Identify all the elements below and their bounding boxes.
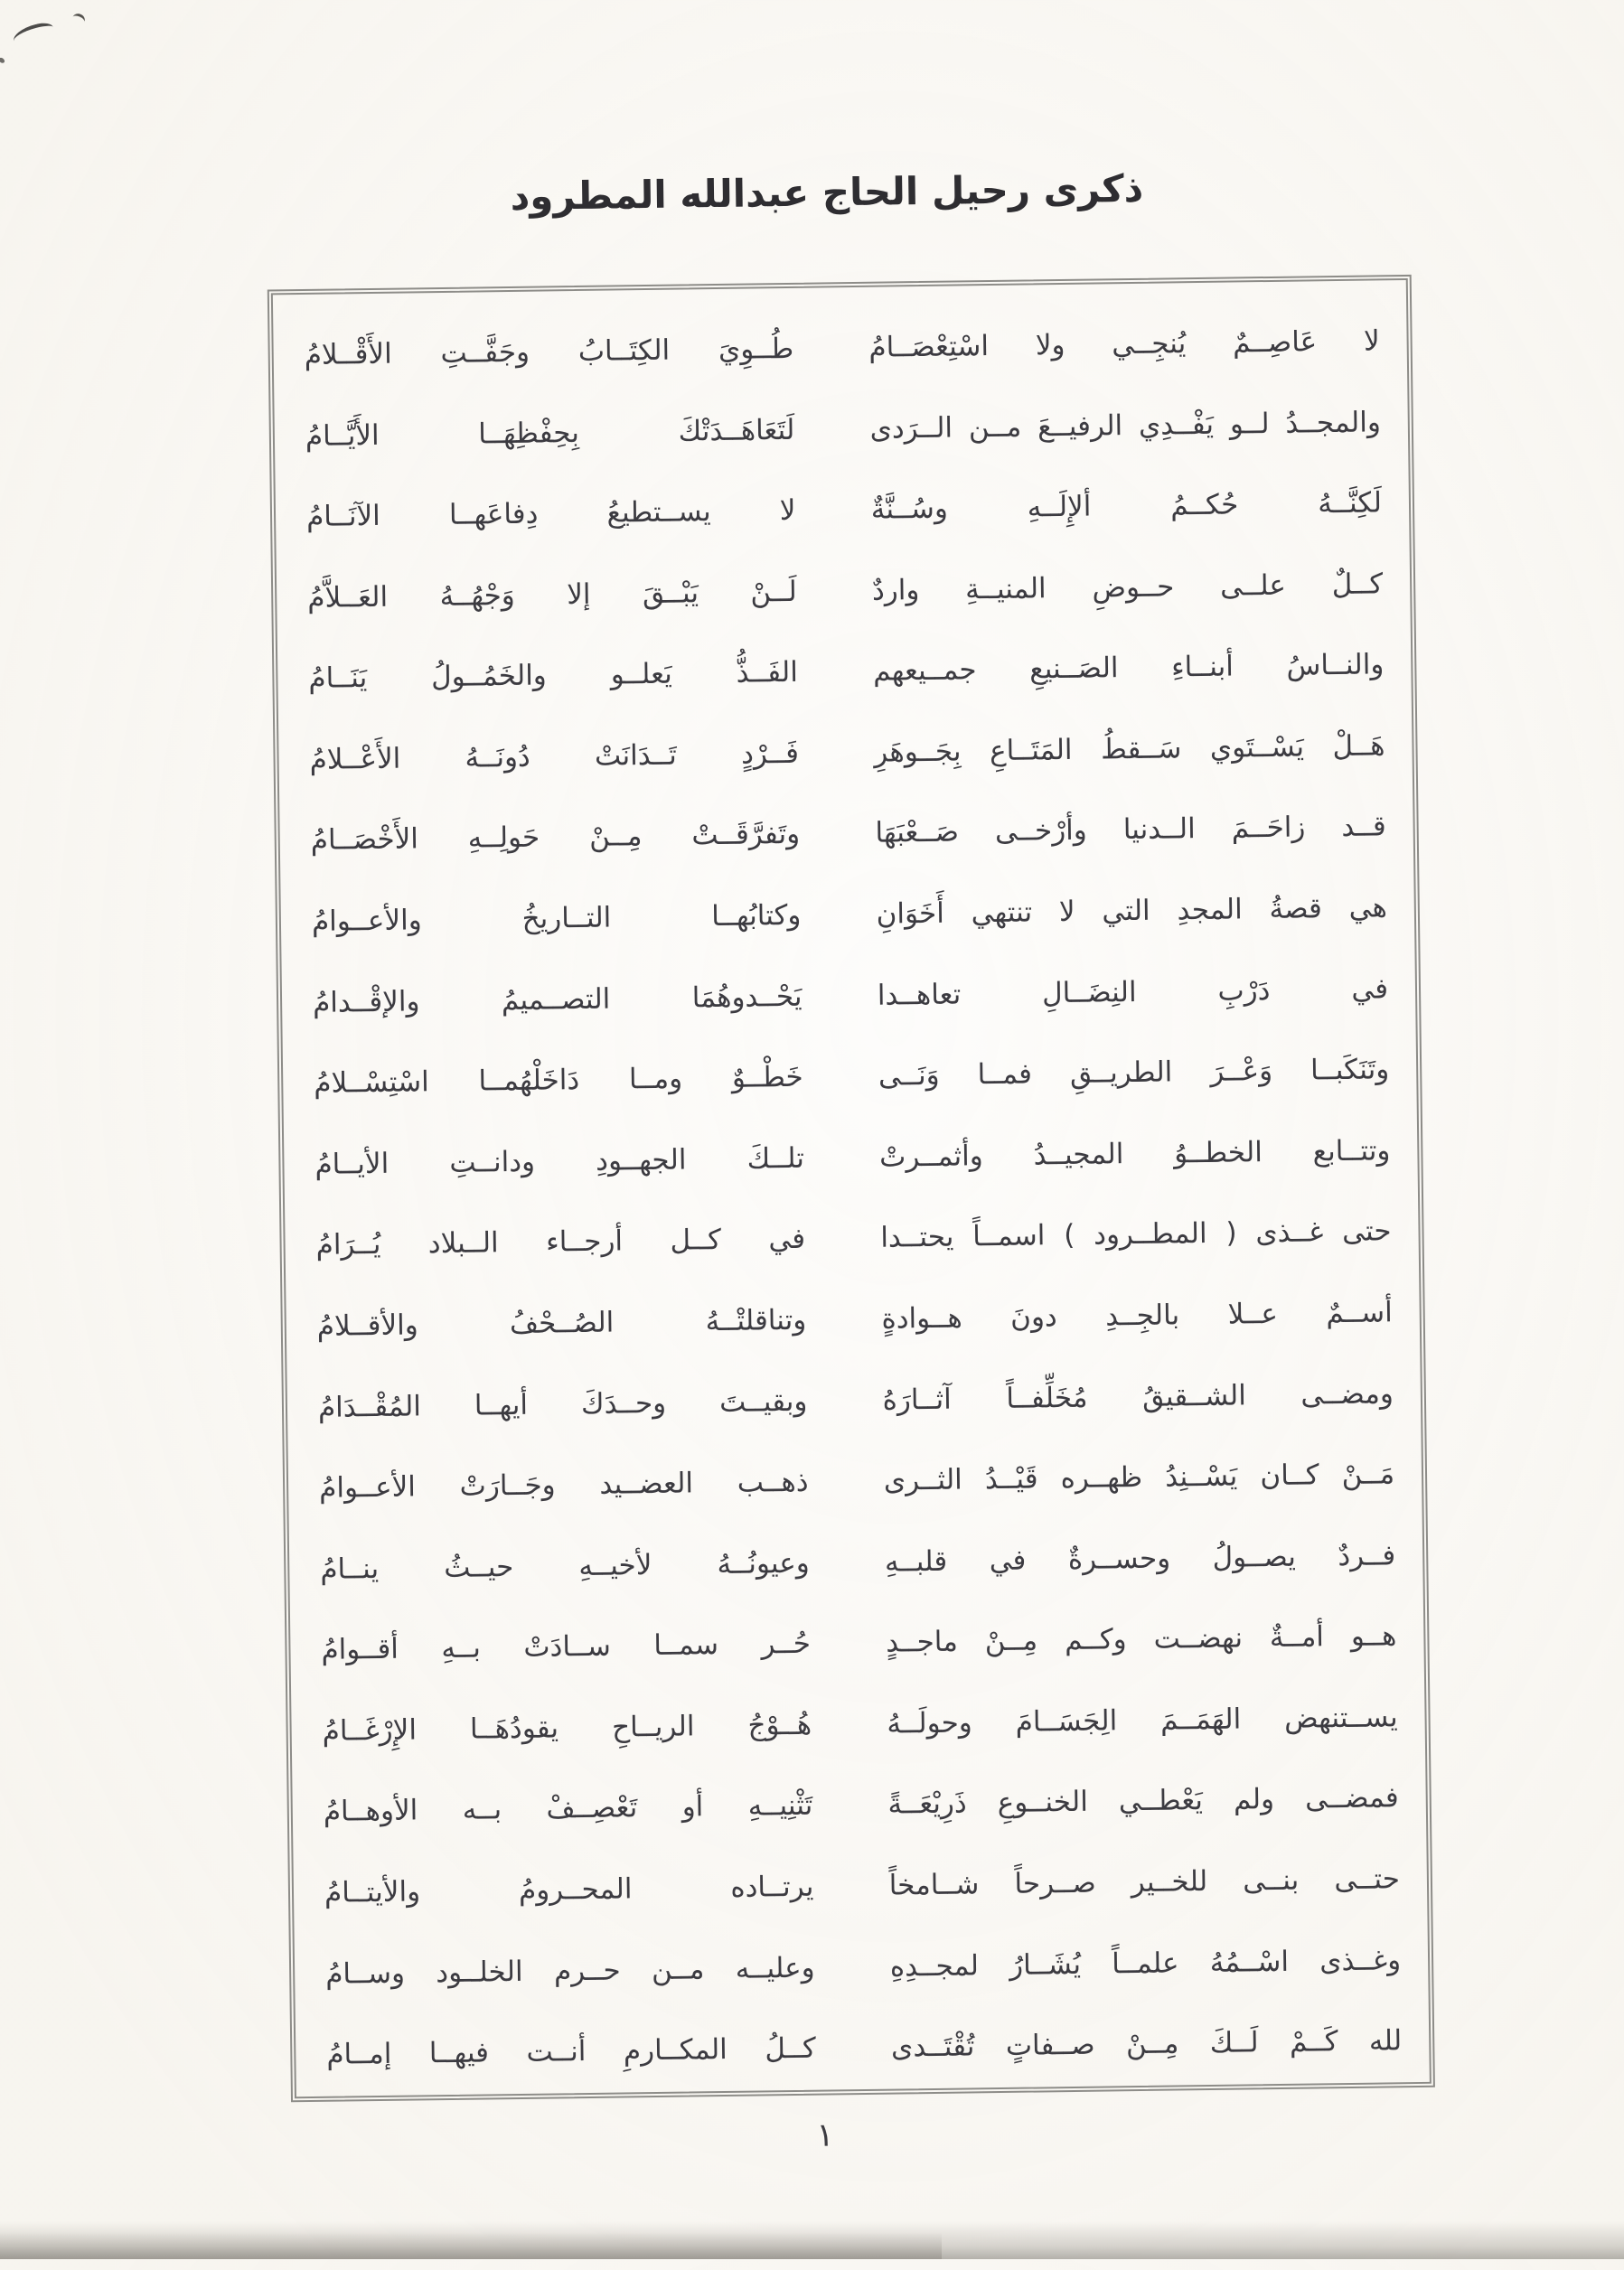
verse-second-hemistich: حُــر سمــا ســادَتْ بــهِ أقــوامُ bbox=[321, 1627, 812, 1667]
ink-speck bbox=[0, 57, 5, 64]
verse-row bbox=[306, 486, 1382, 535]
verse-row bbox=[317, 1295, 1393, 1344]
verse-second-hemistich: وتَفرَّقَــتْ مِــنْ حَولِــهِ الأَخْصَــامُ bbox=[310, 818, 801, 858]
pen-scribble-mark bbox=[11, 20, 56, 48]
verse-row bbox=[313, 971, 1388, 1020]
pen-scribble-mark bbox=[70, 12, 87, 27]
verse-row bbox=[325, 1943, 1401, 1992]
verse-first-hemistich: قــد زاحَــمَ الــدنيا وأرْخــى صَــعْبَهَا bbox=[875, 810, 1386, 850]
verse-first-hemistich: هــو أمــةٌ نهضــت وكــم مِــنْ ماجــدٍ bbox=[885, 1619, 1397, 1659]
verse-second-hemistich: ذهــب العضــيد وجَــارَتْ الأعــوامُ bbox=[318, 1465, 809, 1505]
verse-second-hemistich: كــلُ المكــارمِ أنــت فيهــا إمــامُ bbox=[326, 2031, 816, 2071]
verse-second-hemistich: يرتــاده المحــرومُ والأيتــامُ bbox=[324, 1870, 814, 1909]
verse-second-hemistich: فَــرْدٍ تَــدَانَتْ دُونَــهُ الأَعْــلامُ bbox=[309, 736, 800, 776]
verse-row bbox=[326, 2023, 1402, 2072]
poem-border-box bbox=[268, 275, 1435, 2102]
verse-second-hemistich: وكتابُهــا التــاريخُ والأعــوامُ bbox=[311, 898, 802, 938]
verse-second-hemistich: لَتَعَاهَــدَتْكَ بِحِفْظِهَــا الأَيَّــامُ bbox=[305, 413, 795, 453]
verse-second-hemistich: وتناقلتْــهُ الصُــحْفُ والأقــلامُ bbox=[316, 1303, 807, 1343]
verse-row bbox=[307, 567, 1383, 615]
verse-first-hemistich: هَــلْ يَسْــتَوي سَــقطُ المَتَــاعِ بِجَــوهَرِ bbox=[874, 729, 1385, 769]
verse-first-hemistich: فمضــى ولم يَعْطــي الخنــوعِ ذَرِيْعَــةً bbox=[887, 1781, 1399, 1822]
verse-row bbox=[312, 890, 1387, 939]
verse-row bbox=[320, 1538, 1395, 1587]
verse-row bbox=[315, 1215, 1391, 1263]
verse-first-hemistich: وتتــابع الخطــوُ المجيــدُ وأثمــرتْ bbox=[878, 1134, 1391, 1174]
verse-row bbox=[322, 1700, 1397, 1749]
verse-first-hemistich: أســمٌ عــلا بالجِــدِ دونَ هــوادةٍ bbox=[881, 1296, 1393, 1336]
verse-second-hemistich: وبقيــتَ وحــدَكَ أيهــا المُقْــدَامُ bbox=[317, 1384, 808, 1424]
verse-first-hemistich: ومضــى الشــقيقُ مُخَلِّفــاً آثــارَهُ bbox=[882, 1376, 1394, 1417]
verse-first-hemistich: لَكِنَّــهُ حُكــمُ ألإِلَــهِ وسُــنَّةٌ bbox=[870, 486, 1383, 526]
verse-second-hemistich: في كــل أرجــاء الــبلاد يُــرَامُ bbox=[315, 1223, 806, 1262]
verse-second-hemistich: وعيونُــهُ لأخيــهِ حيــثُ ينــامُ bbox=[320, 1546, 810, 1586]
verse-second-hemistich: طُــوِيَ الكِتَــابُ وجَفَّــتِ الأَقْــلامُ bbox=[304, 332, 794, 371]
verse-row bbox=[311, 810, 1386, 858]
verse-first-hemistich: حتى غــذى ( المطــرود ) اسمــاً يحتــدا bbox=[880, 1215, 1392, 1255]
verse-first-hemistich: في دَرْبِ النِضَــالِ تعاهــدا bbox=[877, 971, 1389, 1012]
verse-second-hemistich: تلــكَ الجهــودِ ودانــتِ الأيــامُ bbox=[314, 1141, 805, 1181]
verse-first-hemistich: فــردٌ يصــولُ وحســرةٌ في قلبــهِ bbox=[884, 1538, 1396, 1579]
verse-row bbox=[309, 728, 1385, 777]
verse-first-hemistich: وتَنَكَبــا وَعْــرَ الطريــقِ فمــا وَنَــى bbox=[878, 1053, 1390, 1093]
verse-second-hemistich: لَــنْ يَبْــقَ إلا وَجْهُــهُ العَــلاَّمُ bbox=[307, 575, 797, 614]
verse-second-hemistich: الفَــذُّ يَعلــو والخَمُــولُ يَنَــامُ bbox=[308, 656, 799, 696]
verse-first-hemistich: لا عَاصِــمٌ يُنجِــي ولا اسْتِعْصَــامُ bbox=[868, 324, 1380, 364]
verse-row bbox=[319, 1457, 1394, 1506]
verse-first-hemistich: يســتنهض الهَمَــمَ الِجَسَــامَ وحولَــهُ bbox=[887, 1701, 1398, 1740]
verse-first-hemistich: لله كَــمْ لَــكَ مِــنْ صــفاتٍ تُقْتَــدى bbox=[890, 2024, 1403, 2064]
verse-row bbox=[321, 1619, 1396, 1668]
verse-first-hemistich: مَــنْ كــان يَسْــنِدُ ظهــره قَيْــدُ الثــرى bbox=[883, 1458, 1395, 1497]
verse-first-hemistich: والمجــدُ لــو يَفْــدِي الرفيــعَ مــن الــرَدى bbox=[869, 405, 1382, 446]
verse-row bbox=[314, 1133, 1390, 1182]
page-title: ذكرى رحيل الحاج عبدالله المطرود bbox=[510, 165, 1144, 219]
page-number: ١ bbox=[816, 2116, 835, 2154]
verse-second-hemistich: تَثْنِيــهِ أو تَعْصِــفْ بــه الأوهــامُ bbox=[323, 1789, 813, 1829]
verse-second-hemistich: خَطْــوٌ ومــا دَاخَلْهُمــا اسْتِسْــلامُ bbox=[314, 1061, 803, 1101]
verse-row bbox=[324, 1862, 1400, 1910]
scan-edge-shadow-left bbox=[0, 2232, 942, 2259]
verse-row bbox=[305, 405, 1381, 454]
verse-first-hemistich: وغــذى اسْــمُهُ علمــاً يُشَــارُ لمجــدِهِ bbox=[889, 1943, 1402, 1984]
verse-second-hemistich: وعليــه مــن حــرم الخلــود وســامُ bbox=[324, 1951, 815, 1991]
verse-second-hemistich: هُــوْجُ الريــاحِ يقودُهَــا الإِرْغَــامُ bbox=[322, 1708, 812, 1748]
verse-row bbox=[318, 1376, 1394, 1425]
verse-first-hemistich: هي قصةُ المجدِ التي لا تنتهي أَخَوَانِ bbox=[876, 891, 1388, 931]
verse-row bbox=[304, 324, 1379, 372]
verse-first-hemistich: والنــاسُ أبنــاءِ الصَــنيعِ جمــيعهم bbox=[872, 648, 1385, 689]
verse-second-hemistich: لا يســتطيعُ دِفاعَهــا الآنَــامُ bbox=[305, 494, 796, 534]
verse-row bbox=[324, 1781, 1399, 1830]
verse-first-hemistich: كــلٌ علــى حــوضِ المنيــةِ واردٌ bbox=[871, 568, 1384, 607]
verse-second-hemistich: يَحْــدوهُمَا التصــميمُ والإقْــدامُ bbox=[312, 980, 803, 1019]
verse-first-hemistich: حتــى بنــى للخــير صــرحاً شــامخاً bbox=[888, 1862, 1401, 1902]
verse-row bbox=[308, 648, 1384, 697]
verse-row bbox=[314, 1053, 1389, 1102]
